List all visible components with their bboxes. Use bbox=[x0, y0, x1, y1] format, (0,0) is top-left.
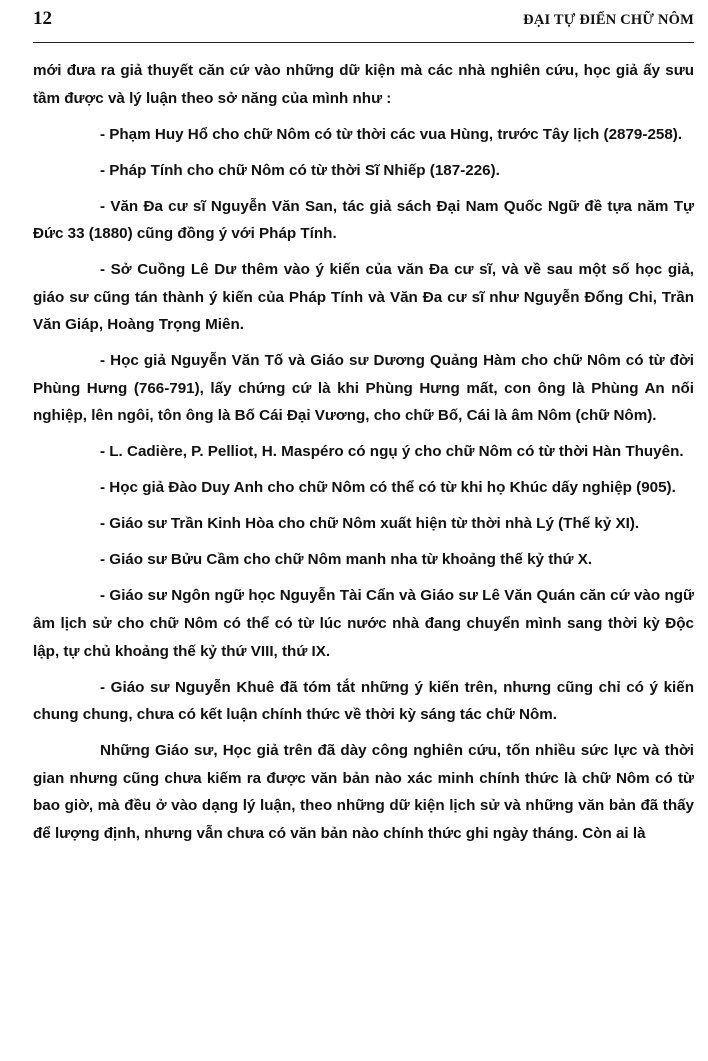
paragraph: - Văn Đa cư sĩ Nguyễn Văn San, tác giả sách Đại Nam Quốc Ngữ đề tựa năm Tự Đức 33 (1880) cũng đồng ý với Pháp Tính. bbox=[33, 197, 694, 243]
paragraph: - Học giả Nguyễn Văn Tố và Giáo sư Dương Quảng Hàm cho chữ Nôm có từ đời Phùng Hưng (766-791), lấy chứng cứ là khi Phùng Hưng mất, con ông là Phùng An nối nghiệp, lên ngôi, tôn ông là Bố Cái Đại Vương, cho chữ Bố, Cái là âm Nôm (chữ Nôm). bbox=[33, 352, 694, 425]
paragraph: - Giáo sư Trần Kinh Hòa cho chữ Nôm xuất hiện từ thời nhà Lý (Thế kỷ XI). bbox=[100, 515, 640, 533]
paragraph: - Phạm Huy Hổ cho chữ Nôm có từ thời các vua Hùng, trước Tây lịch (2879-258). bbox=[100, 125, 683, 143]
paragraph: - Pháp Tính cho chữ Nôm có từ thời Sĩ Nhiếp (187-226). bbox=[100, 161, 500, 179]
header-rule bbox=[33, 42, 694, 43]
paragraph: - Giáo sư Nguyễn Khuê đã tóm tắt những ý kiến trên, nhưng cũng chỉ có ý kiến chung chung, chưa có kết luận chính thức về thời kỳ sáng tác chữ Nôm. bbox=[33, 678, 694, 724]
paragraph: Những Giáo sư, Học giả trên đã dày công nghiên cứu, tốn nhiều sức lực và thời gian nhưng cũng chưa kiếm ra được văn bản nào xác minh chính thức là chữ Nôm có từ bao giờ, mà đều ở vào dạng lý luận, theo những dữ kiện lịch sử và những văn bản đã thấy để lượng định, nhưng vẫn chưa có văn bản nào chính thức ghi ngày tháng. Còn ai là bbox=[33, 742, 694, 842]
paragraph: - Học giả Đào Duy Anh cho chữ Nôm có thể có từ khi họ Khúc dấy nghiệp (905). bbox=[100, 479, 676, 497]
paragraph: - Giáo sư Bửu Cầm cho chữ Nôm manh nha từ khoảng thế kỷ thứ X. bbox=[100, 551, 593, 569]
page-header bbox=[33, 8, 694, 38]
paragraph: mới đưa ra giả thuyết căn cứ vào những dữ kiện mà các nhà nghiên cứu, học giả ấy sưu tầm được và lý luận theo sở năng của mình như : bbox=[33, 62, 694, 107]
paragraph: - Sở Cuồng Lê Dư thêm vào ý kiến của văn Đa cư sĩ, và về sau một số học giả, giáo sư cũng tán thành ý kiến của Pháp Tính và Văn Đa cư sĩ như Nguyễn Đổng Chi, Trần Văn Giáp, Hoàng Trọng Miên. bbox=[33, 261, 694, 334]
paragraph: - L. Cadière, P. Pelliot, H. Maspéro có ngụ ý cho chữ Nôm có từ thời Hàn Thuyên. bbox=[100, 443, 684, 461]
page-number: 12 bbox=[33, 8, 52, 29]
body-text bbox=[33, 57, 694, 856]
paragraph: - Giáo sư Ngôn ngữ học Nguyễn Tài Cẩn và Giáo sư Lê Văn Quán căn cứ vào ngữ âm lịch sử cho chữ Nôm có thể có từ lúc nước nhà đang chuyển mình sang thời kỳ Độc lập, tự chủ khoảng thế kỷ thứ VIII, thứ IX. bbox=[33, 587, 694, 660]
running-title: ĐẠI TỰ ĐIỂN CHỮ NÔM bbox=[523, 12, 694, 28]
